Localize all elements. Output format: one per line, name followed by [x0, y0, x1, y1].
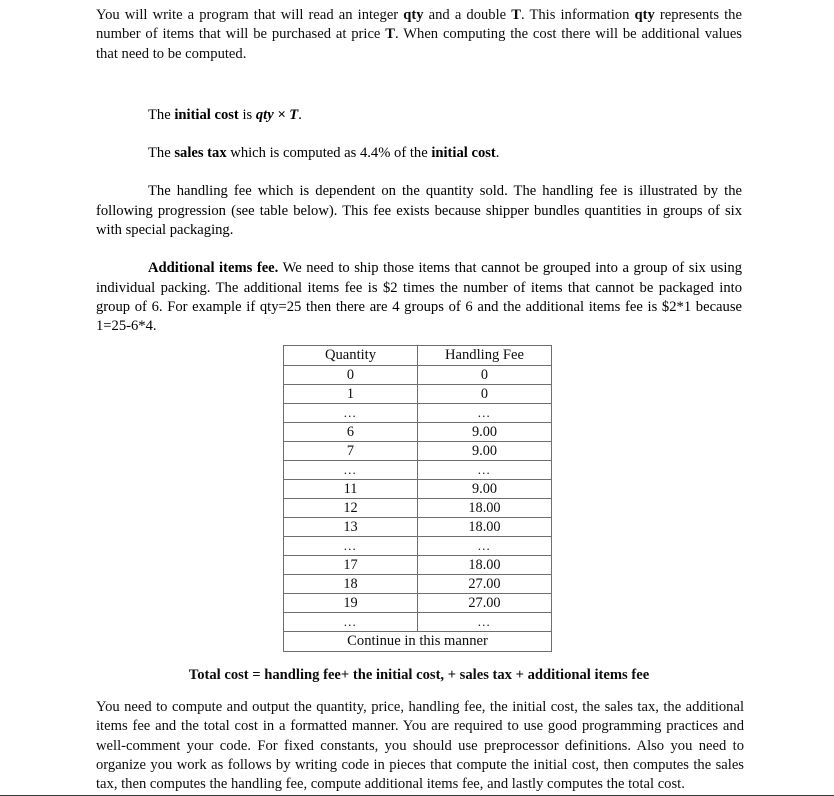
- sales-tax-paragraph: [96, 144, 742, 163]
- table-row: [284, 423, 552, 442]
- table-header-handling-fee: Handling Fee: [418, 346, 552, 366]
- intro-text-5: . When computing the cost there will be additional values that need to be computed.: [96, 26, 742, 62]
- table-row: [284, 442, 552, 461]
- table-row: [284, 575, 552, 594]
- cell-quantity: 17: [284, 556, 418, 575]
- initial-cost-mid: is: [238, 106, 256, 123]
- spacer-handling-additional: [96, 240, 742, 259]
- table-row: [284, 556, 552, 575]
- table-row: [284, 480, 552, 499]
- table-row-ellipsis: [284, 613, 552, 632]
- cell-continue-note: Continue in this manner: [284, 632, 552, 652]
- sales-tax-mid: which is computed as 4.4% of the: [226, 145, 432, 162]
- initial-cost-lead: The: [148, 106, 175, 123]
- table-row-ellipsis: [284, 404, 552, 423]
- cell-quantity: 19: [284, 594, 418, 613]
- additional-items-text: We need to ship those items that cannot be grouped into a group of six using individual packing. The additional items fee is $2 times the number of items that cannot be packaged into group of 6. For example if qty=25 then there are 4 groups of 6 and the additional items fee is $2*1 because 1=25-6*4.: [96, 260, 743, 335]
- spacer-after-intro: [96, 64, 742, 106]
- cell-fee: 9.00: [418, 480, 552, 499]
- cell-fee: 27.00: [418, 594, 552, 613]
- cell-quantity: 1: [284, 385, 418, 404]
- table-footer-row: [284, 632, 552, 652]
- table-row: [284, 518, 552, 537]
- cell-fee: …: [418, 404, 552, 423]
- cell-quantity: 11: [284, 480, 418, 499]
- table-header-quantity: Quantity: [284, 346, 418, 366]
- cell-quantity: 18: [284, 575, 418, 594]
- handling-fee-table: [283, 345, 552, 652]
- cell-fee: 0: [418, 385, 552, 404]
- cell-quantity: …: [284, 461, 418, 480]
- table-row: [284, 385, 552, 404]
- intro-qty-1: qty: [403, 7, 424, 23]
- sales-tax-lead: The: [148, 145, 175, 162]
- cell-fee: 18.00: [418, 556, 552, 575]
- handling-fee-paragraph: The handling fee which is dependent on the quantity sold. The handling fee is illustrated by the following progression (see table below). This fee exists because shipper bundles quantities in groups of six with special packaging.: [96, 183, 742, 239]
- closing-section: [96, 698, 744, 794]
- initial-cost-paragraph: [96, 106, 742, 125]
- cell-fee: …: [418, 461, 552, 480]
- cell-fee: 9.00: [418, 423, 552, 442]
- intro-paragraph: [96, 6, 742, 64]
- table-row: [284, 499, 552, 518]
- additional-items-label: Additional items fee.: [148, 260, 279, 277]
- cell-quantity: 0: [284, 366, 418, 385]
- cell-quantity: 12: [284, 499, 418, 518]
- closing-paragraph: You need to compute and output the quantity, price, handling fee, the initial cost, the sales tax, the additional items fee and the total cost in a formatted manner. You are required to use good programming practices and well-comment your code. For fixed constants, you should use preprocessor definitions. Also you need to organize you work as follows by writing code in pieces that compute the initial cost, then computes the sales tax, then computes the handling fee, compute additional items fee, and lastly computes the total cost.: [96, 699, 744, 793]
- table-row-ellipsis: [284, 461, 552, 480]
- cell-fee: 27.00: [418, 575, 552, 594]
- intro-T-2: T: [385, 26, 396, 43]
- sales-tax-period: .: [495, 145, 500, 162]
- document-body: [96, 6, 742, 337]
- spacer-initial-sales: [96, 125, 742, 144]
- intro-qty-2: qty: [634, 7, 655, 23]
- cell-fee: 0: [418, 366, 552, 385]
- cell-quantity: …: [284, 537, 418, 556]
- sales-tax-label: sales tax: [174, 145, 227, 162]
- sales-tax-initial-cost-ref: initial cost: [431, 145, 496, 162]
- intro-text-3: . This information: [520, 7, 635, 23]
- cell-quantity: …: [284, 613, 418, 632]
- table-row: [284, 366, 552, 385]
- cell-quantity: 13: [284, 518, 418, 537]
- intro-text-4: represents the number of items that will be purchased at price: [96, 7, 742, 43]
- cell-quantity: 7: [284, 442, 418, 461]
- cell-fee: 9.00: [418, 442, 552, 461]
- additional-items-paragraph: [96, 259, 742, 336]
- total-cost-formula: Total cost = handling fee+ the initial cost, + sales tax + additional items fee: [188, 667, 650, 683]
- cell-quantity: …: [284, 404, 418, 423]
- cell-quantity: 6: [284, 423, 418, 442]
- cell-fee: …: [418, 613, 552, 632]
- initial-cost-formula: qty × T: [255, 106, 299, 123]
- table-header-row: [284, 346, 552, 366]
- spacer-sales-handling: [96, 163, 742, 182]
- initial-cost-period: .: [298, 106, 302, 123]
- initial-cost-label: initial cost: [174, 106, 239, 123]
- table-row: [284, 594, 552, 613]
- cell-fee: 18.00: [418, 518, 552, 537]
- cell-fee: …: [418, 537, 552, 556]
- cell-fee: 18.00: [418, 499, 552, 518]
- intro-text-2: and a double: [423, 7, 512, 23]
- handling-fee-table-body: [284, 346, 552, 652]
- intro-T-1: T: [511, 7, 521, 23]
- table-row-ellipsis: [284, 537, 552, 556]
- intro-text-1: You will write a program that will read an integer: [96, 7, 404, 23]
- handling-fee-table-wrapper: [283, 345, 549, 652]
